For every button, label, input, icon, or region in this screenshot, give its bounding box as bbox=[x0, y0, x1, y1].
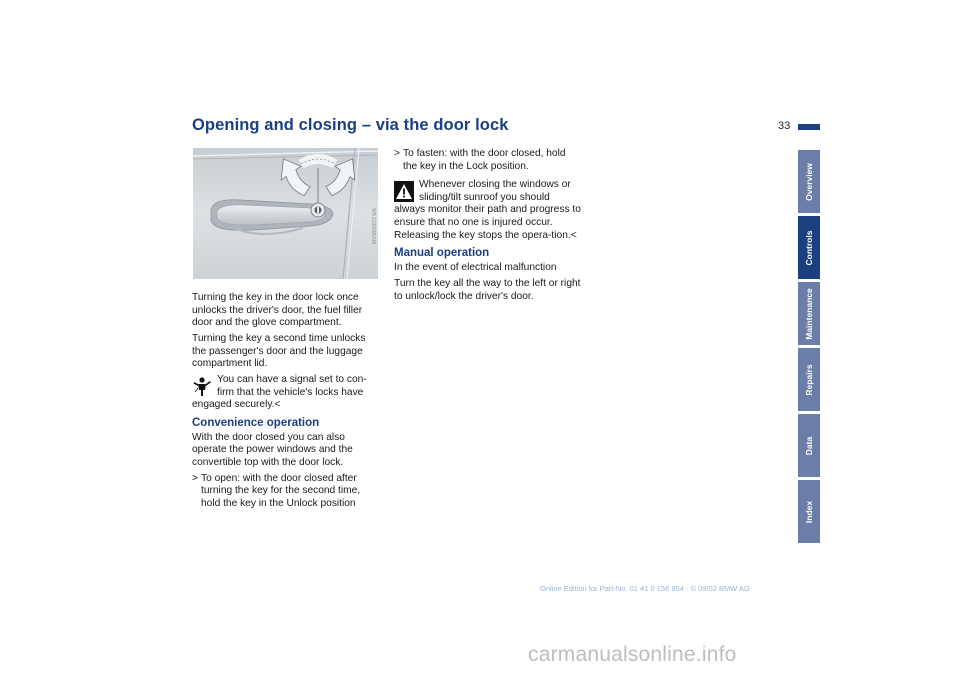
tab-label: Maintenance bbox=[804, 287, 814, 340]
figure-code: MV0800072 MA bbox=[372, 208, 378, 244]
service-note bbox=[192, 374, 380, 412]
chapter-tabs bbox=[798, 150, 820, 546]
tab-repairs[interactable] bbox=[798, 348, 820, 411]
footer-edition: Online Edition for Part-No. 01 41 0 156 854 - © 09/02 BMW AG bbox=[540, 584, 750, 593]
note-text: You can have a signal set to con-firm that the vehicle's locks have engaged securely.< bbox=[192, 373, 367, 411]
list-item bbox=[192, 473, 380, 511]
tab-controls[interactable] bbox=[798, 216, 820, 279]
paragraph: Turning the key a second time unlocks the passenger's door and the luggage compartment lid. bbox=[192, 332, 366, 370]
section-heading: Manual operation bbox=[394, 247, 490, 260]
bullet-mark: > bbox=[394, 148, 400, 159]
page-number: 33 bbox=[778, 120, 791, 132]
tab-label: Index bbox=[804, 500, 814, 523]
watermark: carmanualsonline.info bbox=[528, 643, 737, 666]
tab-index[interactable] bbox=[798, 480, 820, 543]
service-person-icon bbox=[192, 376, 212, 397]
column-right bbox=[394, 148, 582, 306]
paragraph: Turn the key all the way to the left or right to unlock/lock the driver's door. bbox=[394, 277, 581, 302]
list-item-text: To fasten: with the door closed, hold the key in the Lock position. bbox=[403, 148, 566, 172]
tab-label: Repairs bbox=[804, 363, 814, 396]
section-heading: Convenience operation bbox=[192, 416, 320, 429]
paragraph: In the event of electrical malfunction bbox=[394, 262, 557, 274]
column-left bbox=[192, 292, 380, 510]
tab-label: Overview bbox=[804, 162, 814, 201]
warning-note bbox=[394, 179, 582, 242]
bullet-mark: > bbox=[192, 472, 198, 484]
tab-label: Controls bbox=[804, 230, 814, 265]
warning-text: Whenever closing the windows or sliding/tilt sunroof you should always monitor their path and progress to ensure that no one is injured occur. Releasing the key stops the opera-tion.< bbox=[394, 179, 581, 241]
tab-overview[interactable] bbox=[798, 150, 820, 213]
warning-triangle-icon bbox=[394, 181, 414, 202]
list-item bbox=[394, 148, 582, 173]
paragraph: With the door closed you can also operate the power windows and the convertible top with the door lock. bbox=[192, 431, 353, 468]
page-number-bar bbox=[798, 124, 820, 130]
tab-data[interactable] bbox=[798, 414, 820, 477]
tab-maintenance[interactable] bbox=[798, 282, 820, 345]
paragraph: Turning the key in the door lock once unlocks the driver's door, the fuel filler door and the glove compartment. bbox=[192, 292, 363, 329]
list-item-text: To open: with the door closed after turning the key for the second time, hold the key in the Unlock position bbox=[201, 472, 361, 509]
tab-label: Data bbox=[804, 436, 814, 455]
door-lock-illustration bbox=[193, 148, 378, 279]
page-title: Opening and closing – via the door lock bbox=[192, 116, 509, 134]
